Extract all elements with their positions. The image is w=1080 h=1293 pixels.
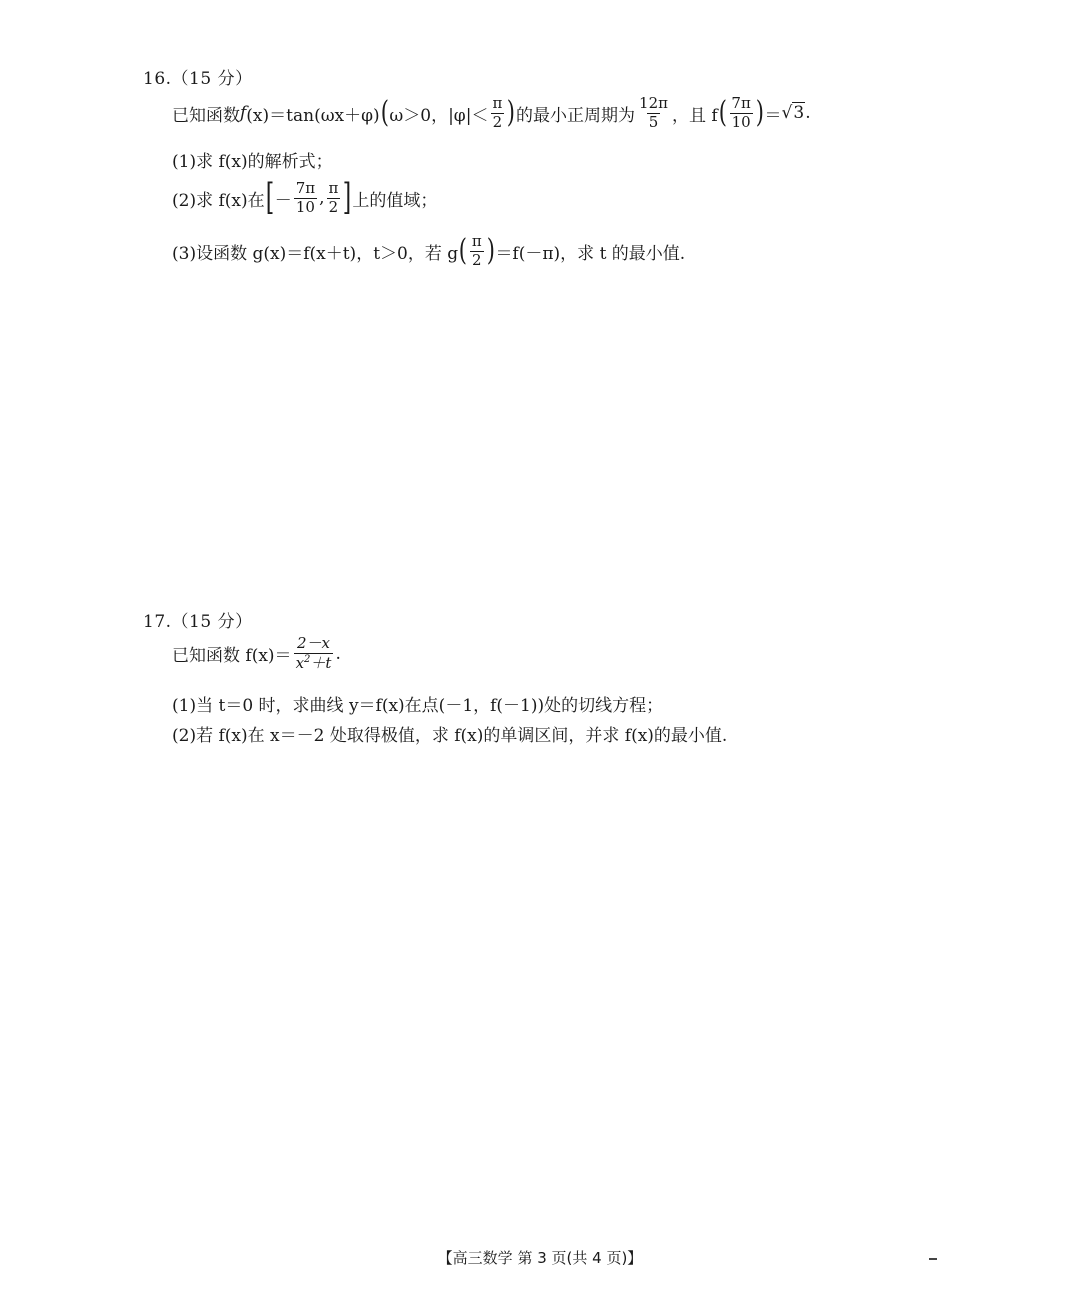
minus-sign: － [274,190,292,211]
left-paren: ( [718,95,727,131]
comma: , [319,188,325,208]
fraction-denominator: 2 [472,250,482,269]
sqrt-sign: √ [781,103,793,124]
fraction-pi-over-2 [490,96,504,131]
q17-stem-text-a: 已知函数 f(x)＝ [172,646,292,667]
q16-fx: f [240,103,247,124]
q16-part2-text-a: (2)求 f(x)在 [172,190,265,211]
fraction-numerator: 2－x [296,634,330,652]
right-paren: ) [486,233,495,269]
fraction-7pi-over-10 [729,96,752,131]
fraction-denominator [294,653,334,672]
q16-stem-text-d: 的最小正周期为 [516,105,636,126]
left-paren: ( [380,95,389,131]
right-bracket: ] [343,177,352,218]
q16-stem-text-c: ω＞0，|φ|＜ [389,105,489,126]
question-16-stem [172,96,811,131]
denominator-plus-t: ＋t [310,653,332,672]
exponent: 2 [304,653,311,665]
fraction-period [637,96,670,131]
radicand: 3 [793,103,805,124]
q16-stem-text-f: ＝ [764,105,782,126]
question-17-part-2: (2)若 f(x)在 x＝－2 处取得极值，求 f(x)的单调区间，并求 f(x)的最小值. [172,726,728,746]
fraction-denominator: 10 [295,197,315,216]
q17-stem-end: . [335,643,341,664]
fraction-f-definition [294,636,334,672]
question-17-stem [172,636,341,672]
fraction-numerator: π [328,178,339,197]
fraction-denominator: 2 [492,112,503,131]
fraction-pi-over-2 [470,234,484,269]
sqrt-3 [782,103,806,123]
denominator-x: x [295,653,305,672]
fraction-denominator: 5 [648,112,659,131]
fraction-numerator: π [492,94,503,112]
right-paren: ) [507,95,516,131]
left-bracket: [ [265,177,274,218]
q16-stem-end: . [805,103,811,124]
question-16-part-1: (1)求 f(x)的解析式； [172,152,333,172]
q16-stem-text-e: ，且 f [671,105,718,126]
scan-mark [929,1258,937,1260]
fraction-denominator: 10 [731,112,751,131]
fraction-7pi-over-10 [294,178,317,216]
question-16-part-3 [172,234,685,269]
q16-stem-text-a: 已知函数 [172,105,240,126]
left-paren: ( [458,233,468,269]
fraction-numerator: π [471,232,482,250]
question-16-part-2 [172,177,438,218]
fraction-numerator: 12π [639,94,668,112]
q16-part2-text-b: 上的值域； [352,190,438,211]
question-17-part-1: (1)当 t＝0 时，求曲线 y＝f(x)在点(－1，f(－1))处的切线方程； [172,696,664,716]
question-16-header: 16.（15 分） [143,69,253,89]
fraction-numerator: 7π [731,94,751,112]
fraction-pi-over-2 [327,178,341,216]
q16-stem-text-b: (x)＝tan(ωx＋φ) [246,105,380,126]
fraction-denominator: 2 [328,197,339,216]
q16-part3-text-b: ＝f(－π)，求 t 的最小值. [495,243,686,264]
right-paren: ) [755,95,764,131]
q16-part3-text-a: (3)设函数 g(x)＝f(x＋t)，t＞0，若 g [172,243,459,264]
question-17-header: 17.（15 分） [143,612,253,632]
page-footer: 【高三数学 第 3 页(共 4 页)】 [437,1249,643,1267]
fraction-numerator: 7π [295,178,316,197]
